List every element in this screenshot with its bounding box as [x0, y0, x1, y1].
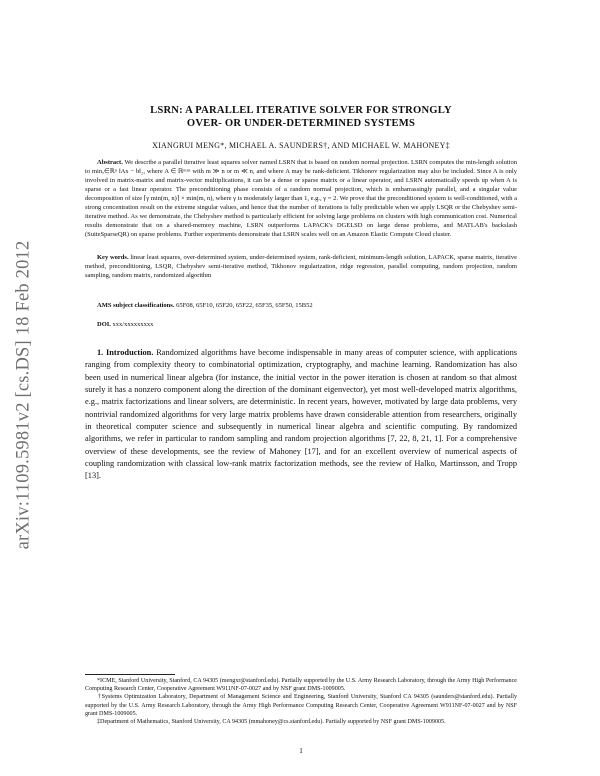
keywords-paragraph	[85, 253, 517, 280]
footnote-rule	[85, 674, 175, 675]
footnote-mahoney	[85, 718, 517, 726]
ams-label: AMS subject classifications.	[97, 302, 175, 309]
keywords-label: Key words.	[97, 254, 129, 261]
keywords-text: linear least squares, over-determined system, under-determined system, rank-deficient, minimum-length solution, LAPACK, sparse matrix, iterative method, preconditioning, LSQR, Chebyshev semi-iterative method, Tikhonov regularization, ridge regression, parallel computing, random projection, random sampling, random matrix, randomized algorithm	[85, 254, 518, 280]
footnote-mahoney-text: ‡Department of Mathematics, Stanford University, CA 94305 (mmahoney@cs.stanford.edu). Partially supported by NSF grant DMS-1009005.	[97, 719, 446, 726]
intro-heading: 1. Introduction.	[97, 348, 154, 357]
arxiv-identifier-stamp	[10, 165, 38, 625]
introduction-section	[85, 347, 517, 483]
doi-label: DOI.	[97, 321, 111, 328]
doi-line	[85, 320, 517, 329]
abstract-text: We describe a parallel iterative least squares solver named LSRN that is based on random normal projection. LSRN computes the min-length solution to minₓ∈ℝⁿ ‖Ax − b‖₂, where A ∈ ℝᵐˣⁿ with m ≫ n or m ≪ n, and where A may be rank-deficient. Tikhonov regularization may also be included. Since A is only involved in matrix-matrix and matrix-vector multiplications, it can be a dense or sparse matrix or a linear operator, and LSRN automatically speeds up when A is sparse or a fast linear operator. The preconditioning phase consists of a random normal projection, which is embarrassingly parallel, and a singular value decomposition of size ⌈γ min(m, n)⌉ × min(m, n), where γ is moderately larger than 1, e.g., γ = 2. We prove that the preconditioned system is well-conditioned, with a strong concentration result on the extreme singular values, and hence that the number of iterations is fully predictable when we apply LSQR or the Chebyshev semi-iterative method. As we demonstrate, the Chebyshev method is particularly efficient for solving large problems on clusters with high communication cost. Numerical results demonstrate that on a shared-memory machine, LSRN outperforms LAPACK's DGELSD on large dense problems, and MATLAB's backslash (SuiteSparseQR) on sparse problems. Further experiments demonstrate that LSRN scales well on an Amazon Elastic Compute Cloud cluster.	[85, 159, 517, 239]
page-number: 1	[299, 746, 303, 755]
author-list: XIANGRUI MENG*, MICHAEL A. SAUNDERS†, AND MICHAEL W. MAHONEY‡	[152, 141, 450, 150]
arxiv-id-text: arXiv:1109.5981v2 [cs.DS] 18 Feb 2012	[13, 240, 34, 550]
abstract-label: Abstract.	[97, 159, 123, 166]
footnote-saunders	[85, 693, 517, 718]
abstract-paragraph	[85, 158, 517, 239]
paper-title	[85, 104, 517, 130]
footnote-saunders-text: †Systems Optimization Laboratory, Department of Management Science and Engineering, Stanford University, Stanford CA 94305 (saunders@stanford.edu). Partially supported by the U.S. Army Research Laboratory, through the Army High Performance Computing Research Center, Cooperative Agreement W911NF-07-0027 and by NSF grant DMS-1009005.	[85, 694, 517, 717]
intro-text: Randomized algorithms have become indispensable in many areas of computer science, with applications ranging from complexity theory to combinatorial optimization, cryptography, and machine learning. Randomization has also been used in numerical linear algebra (for instance, the initial vector in the power iteration is chosen at random so that almost surely it has a nonzero component along the direction of the dominant eigenvector), yet most well-developed matrix algorithms, e.g., matrix factorizations and linear solvers, are deterministic. In recent years, however, motivated by large data problems, very nontrivial randomized algorithms for very large matrix problems have drawn considerable attention from researchers, originally in theoretical computer science and subsequently in numerical linear algebra and scientific computing. By randomized algorithms, we refer in particular to random sampling and random projection algorithms [7, 22, 8, 21, 1]. For a comprehensive overview of these developments, see the review of Mahoney [17], and for an excellent overview of numerical aspects of coupling randomization with classical low-rank matrix factorization methods, see the review of Halko, Martinsson, and Tropp [13].	[85, 348, 518, 481]
footnote-meng	[85, 677, 517, 693]
footnote-meng-text: *ICME, Stanford University, Stanford, CA 94305 (mengxr@stanford.edu). Partially supported by the U.S. Army Research Laboratory, through the Army High Performance Computing Research Center, Cooperative Agreement W911NF-07-0027 and by NSF grant DMS-1009005.	[85, 678, 517, 693]
title-line-2: OVER- OR UNDER-DETERMINED SYSTEMS	[186, 118, 416, 129]
footnotes	[85, 674, 517, 726]
doi-value: xxx/xxxxxxxxx	[112, 321, 154, 328]
title-line-1: LSRN: A PARALLEL ITERATIVE SOLVER FOR STRONGLY	[150, 105, 452, 116]
ams-codes: 65F08, 65F10, 65F20, 65F22, 65F35, 65F50, 15B52	[176, 302, 313, 309]
ams-classification	[85, 301, 517, 310]
